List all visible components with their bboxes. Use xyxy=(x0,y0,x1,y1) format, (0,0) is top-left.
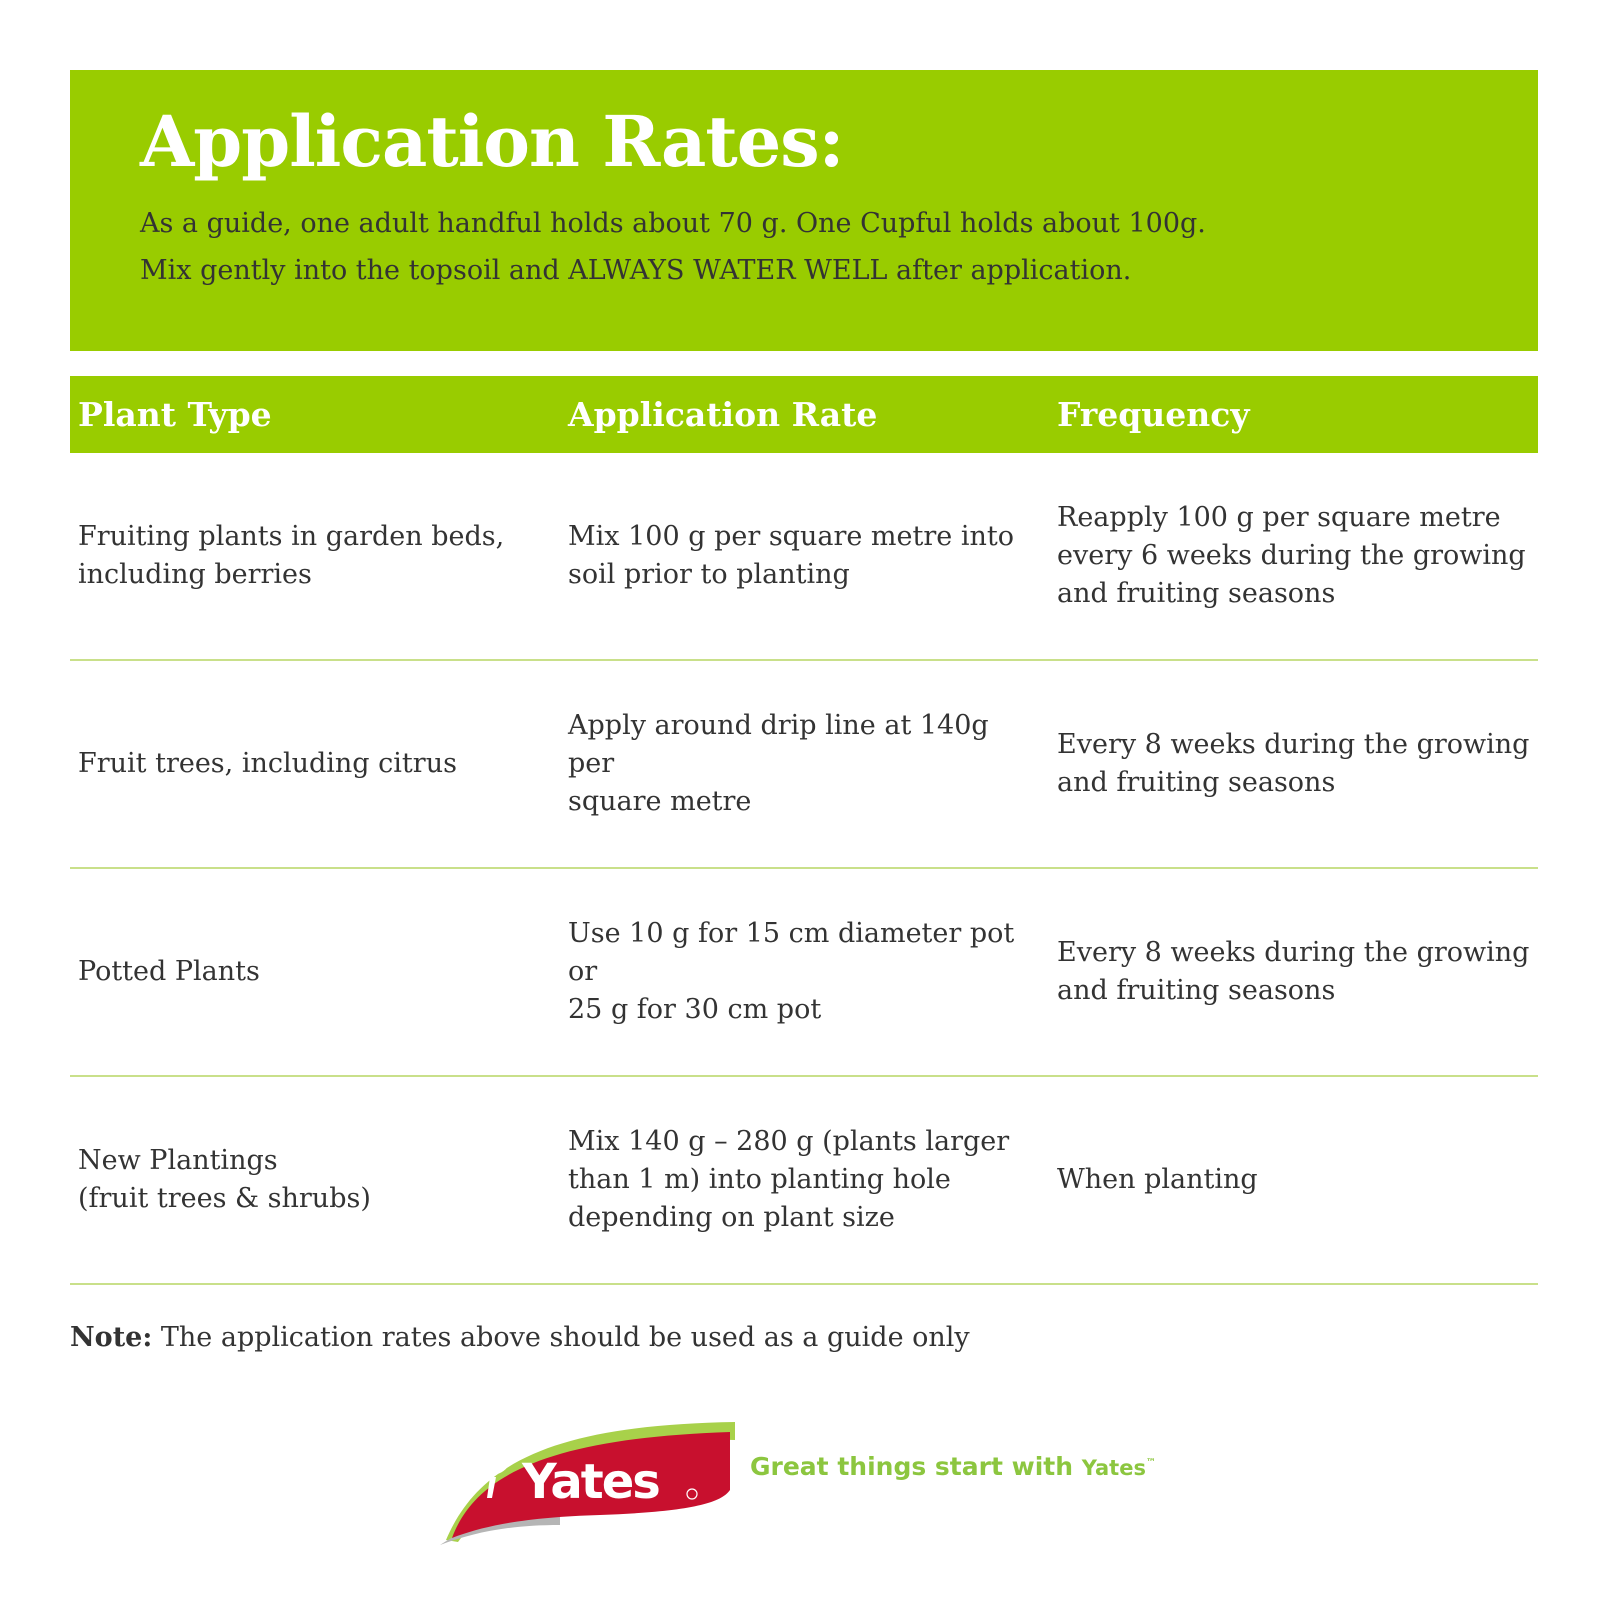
frequency-text: Reapply 100 g per square metre every 6 weeks during the growing and fruiting seasons xyxy=(1057,502,1526,609)
application-rate-text: Mix 100 g per square metre into soil prior to planting xyxy=(568,521,1014,590)
frequency-cell xyxy=(1057,453,1537,659)
plant-type-cell xyxy=(78,453,548,659)
plant-type-cell xyxy=(78,869,548,1075)
tagline-brand: Yates xyxy=(1081,1456,1146,1480)
footnote xyxy=(70,1322,970,1353)
application-rate-cell xyxy=(568,661,1043,867)
tagline-text: Great things start with xyxy=(750,1452,1082,1481)
frequency-cell xyxy=(1057,869,1537,1075)
logo-wordmark: Yates xyxy=(522,1454,659,1510)
plant-type-cell xyxy=(78,1077,548,1283)
application-rate-cell xyxy=(568,453,1043,659)
header-application-rate: Application Rate xyxy=(568,395,878,434)
frequency-text: Every 8 weeks during the growing and fruiting seasons xyxy=(1057,937,1530,1006)
intro-line-1: As a guide, one adult handful holds about 70 g. One Cupful holds about 100g. xyxy=(140,208,1206,239)
table-header xyxy=(70,376,1538,453)
table-row xyxy=(70,1077,1538,1285)
application-rate-cell xyxy=(568,1077,1043,1283)
application-rate-text: Use 10 g for 15 cm diameter pot or 25 g for 30 cm pot xyxy=(568,918,1015,1025)
yates-logo xyxy=(440,1420,735,1545)
trademark-symbol: ™ xyxy=(1145,1457,1156,1469)
frequency-cell xyxy=(1057,661,1537,867)
application-rate-text: Mix 140 g – 280 g (plants larger than 1 m) into planting hole depending on plant size xyxy=(568,1126,1010,1233)
note-text: The application rates above should be used as a guide only xyxy=(152,1322,970,1353)
plant-type-text: New Plantings (fruit trees & shrubs) xyxy=(78,1145,371,1214)
frequency-cell xyxy=(1057,1077,1537,1283)
plant-type-text: Fruiting plants in garden beds, including berries xyxy=(78,521,505,590)
header-banner xyxy=(70,70,1538,351)
plant-type-text: Fruit trees, including citrus xyxy=(78,748,457,779)
header-plant-type: Plant Type xyxy=(78,395,272,434)
tagline xyxy=(750,1452,1156,1481)
table-row xyxy=(70,661,1538,869)
frequency-text: When planting xyxy=(1057,1164,1258,1195)
plant-type-text: Potted Plants xyxy=(78,956,260,987)
plant-type-cell xyxy=(78,661,548,867)
page-title: Application Rates: xyxy=(140,100,844,183)
header-frequency: Frequency xyxy=(1057,395,1250,434)
application-rate-text: Apply around drip line at 140g per square metre xyxy=(568,710,989,817)
frequency-text: Every 8 weeks during the growing and fruiting seasons xyxy=(1057,729,1530,798)
intro-text xyxy=(140,200,1206,294)
table-row xyxy=(70,453,1538,661)
intro-line-2: Mix gently into the topsoil and ALWAYS WATER WELL after application. xyxy=(140,255,1132,286)
application-rate-cell xyxy=(568,869,1043,1075)
note-label: Note: xyxy=(70,1322,153,1353)
table-row xyxy=(70,869,1538,1077)
